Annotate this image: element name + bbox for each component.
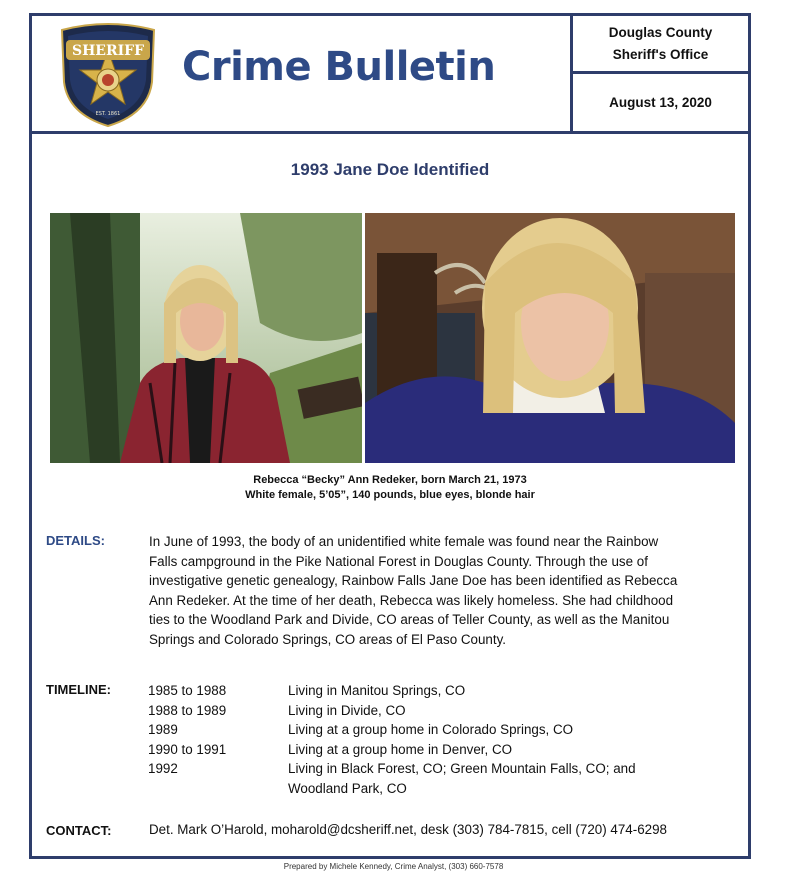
sheriff-badge-icon	[56, 22, 160, 128]
agency-name-line1: Douglas County	[608, 24, 713, 40]
victim-photo-outdoor	[50, 213, 362, 463]
agency-name-line2: Sheriff's Office	[612, 46, 709, 62]
details-line: In June of 1993, the body of an unidentified white female was found near the Rainbow	[149, 534, 659, 549]
timeline-year: 1985 to 1988	[148, 683, 227, 698]
timeline-desc: Living in Black Forest, CO; Green Mountain Falls, CO; and	[288, 761, 636, 777]
contact-label: CONTACT:	[46, 823, 112, 838]
details-line: Falls campground in the Pike National Forest in Douglas County. Through the use of	[149, 553, 648, 569]
details-line: ties to the Woodland Park and Divide, CO areas of Teller County, as well as the Manitou	[149, 612, 670, 628]
details-text	[149, 532, 739, 650]
details-line: Springs and Colorado Springs, CO areas of El Paso County.	[149, 631, 507, 647]
timeline-desc: Living at a group home in Colorado Springs, CO	[288, 722, 574, 738]
caption-line-1: Rebecca “Becky” Ann Redeker, born March 21, 1973	[253, 474, 527, 486]
timeline-desc: Living at a group home in Denver, CO	[288, 741, 513, 757]
bulletin-date: August 13, 2020	[609, 95, 712, 110]
details-line: investigative genetic genealogy, Rainbow Falls Jane Doe has been identified as Rebecca	[149, 573, 678, 589]
details-label: DETAILS:	[46, 533, 105, 548]
timeline-desc: Living in Manitou Springs, CO	[288, 683, 466, 698]
agency-info-box	[570, 16, 748, 134]
bulletin-subtitle: 1993 Jane Doe Identified	[290, 160, 490, 179]
caption-line-2: White female, 5’05”, 140 pounds, blue eyes, blonde hair	[245, 489, 535, 501]
timeline-year: 1989	[148, 722, 178, 738]
timeline-year: 1988 to 1989	[148, 702, 227, 718]
photo-caption	[32, 473, 748, 503]
timeline-desc-continued: Woodland Park, CO	[288, 781, 407, 796]
timeline-desc: Living in Divide, CO	[288, 702, 406, 718]
badge-text: SHERIFF	[71, 43, 145, 59]
bulletin-frame	[29, 13, 751, 859]
bulletin-title: Crime Bulletin	[182, 44, 496, 90]
timeline-year: 1990 to 1991	[148, 741, 227, 757]
badge-est: EST. 1861	[95, 111, 121, 117]
prepared-by-footer: Prepared by Michele Kennedy, Crime Analyst, (303) 660-7578	[283, 862, 504, 871]
bulletin-header	[32, 16, 748, 134]
timeline-year: 1992	[148, 761, 178, 777]
contact-text: Det. Mark O’Harold, moharold@dcsheriff.net, desk (303) 784-7815, cell (720) 474-6298	[149, 822, 667, 837]
details-line: Ann Redeker. At the time of her death, Rebecca was likely homeless. She had childhood	[149, 592, 674, 608]
timeline-label: TIMELINE:	[46, 682, 111, 697]
victim-photo-indoor	[365, 213, 735, 463]
